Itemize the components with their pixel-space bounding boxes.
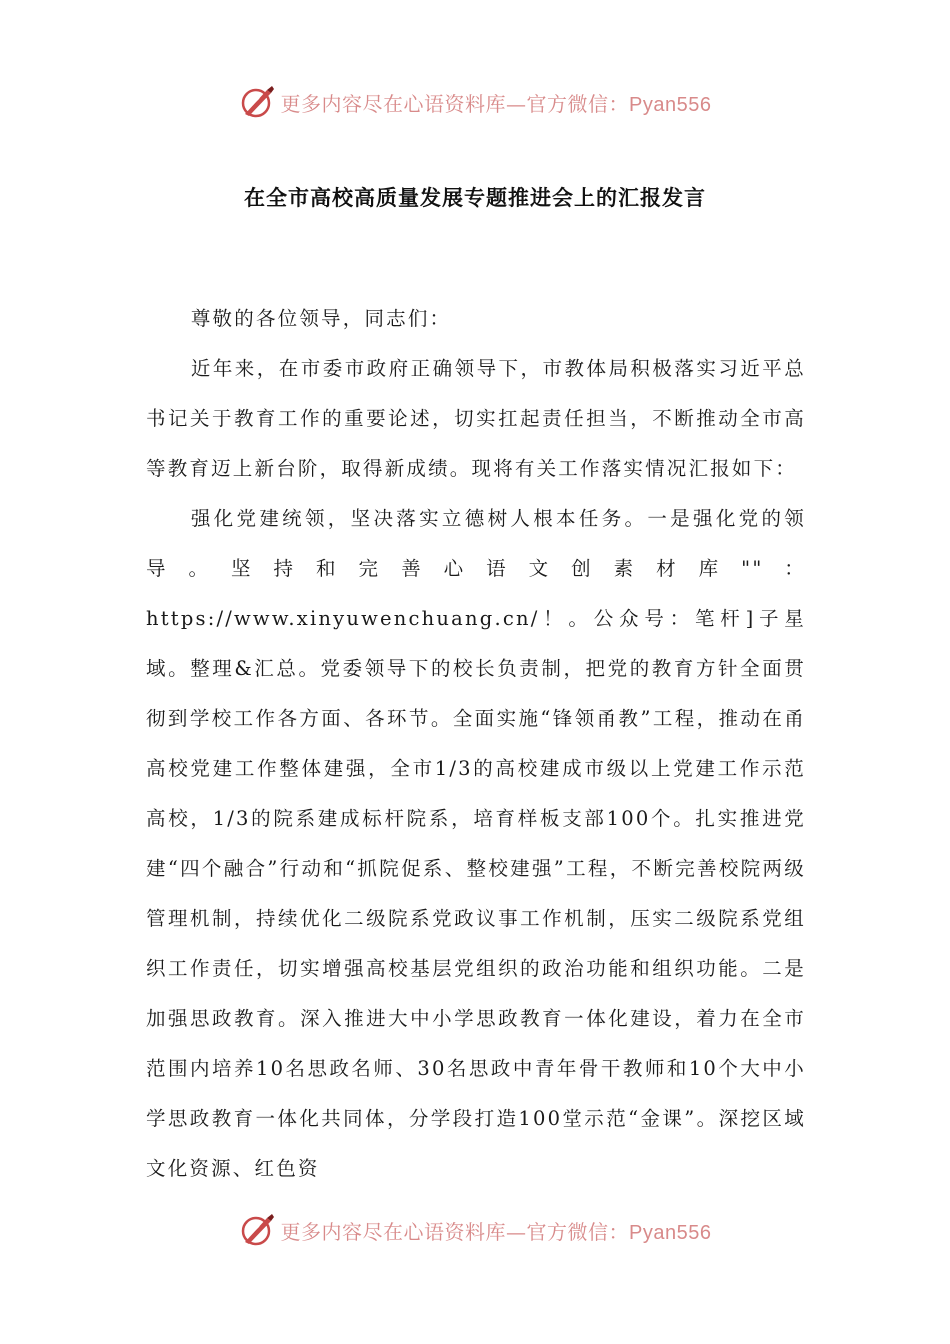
watermark-source: 更多内容尽在心语资料库 <box>280 91 507 116</box>
watermark-text <box>281 88 712 117</box>
watermark-wechat-label: 官方微信： <box>526 91 630 116</box>
watermark-wechat-id: Pyan556 <box>629 93 712 116</box>
watermark-source: 更多内容尽在心语资料库 <box>280 1219 507 1244</box>
document-body <box>146 294 806 1194</box>
watermark-wechat-id: Pyan556 <box>629 1221 712 1244</box>
paragraph-intro: 近年来，在市委市政府正确领导下，市教体局积极落实习近平总书记关于教育工作的重要论述，切实扛起责任担当，不断推动全市高等教育迈上新台阶，取得新成绩。现将有关工作落实情况汇报如下： <box>146 357 806 480</box>
pen-logo-icon <box>239 84 275 120</box>
watermark-text <box>281 1216 712 1245</box>
pen-logo-icon <box>239 1212 275 1248</box>
document-title: 在全市高校高质量发展专题推进会上的汇报发言 <box>244 186 706 210</box>
greeting: 尊敬的各位领导，同志们： <box>190 307 452 330</box>
watermark-banner-top <box>0 80 950 124</box>
watermark-banner-bottom <box>0 1208 950 1252</box>
watermark-separator: — <box>506 1219 527 1244</box>
paragraph-party-building: 强化党建统领，坚决落实立德树人根本任务。一是强化党的领导。坚持和完善心语文创素材库""：https://www.xinyuwenchuang.cn/！。公众号：笔杆]子星域。整理&汇总。党委领导下的校长负责制，把党的教育方针全面贯彻到学校工作各方面、各环节。全面实施“锋领甬教”工程，推动在甬高校党建工作整体建强，全市1/3的高校建成市级以上党建工作示范高校，1/3的院系建成标杆院系，培育样板支部100个。扎实推进党建“四个融合”行动和“抓院促系、整校建强”工程，不断完善校院两级管理机制，持续优化二级院系党政议事工作机制，压实二级院系党组织工作责任，切实增强高校基层党组织的政治功能和组织功能。二是加强思政教育。深入推进大中小学思政教育一体化建设，着力在全市范围内培养10名思政名师、30名思政中青年骨干教师和10个大中小学思政教育一体化共同体，分学段打造100堂示范“金课”。深挖区域文化资源、红色资 <box>146 507 806 1180</box>
watermark-wechat-label: 官方微信： <box>526 1219 630 1244</box>
watermark-separator: — <box>506 91 527 116</box>
